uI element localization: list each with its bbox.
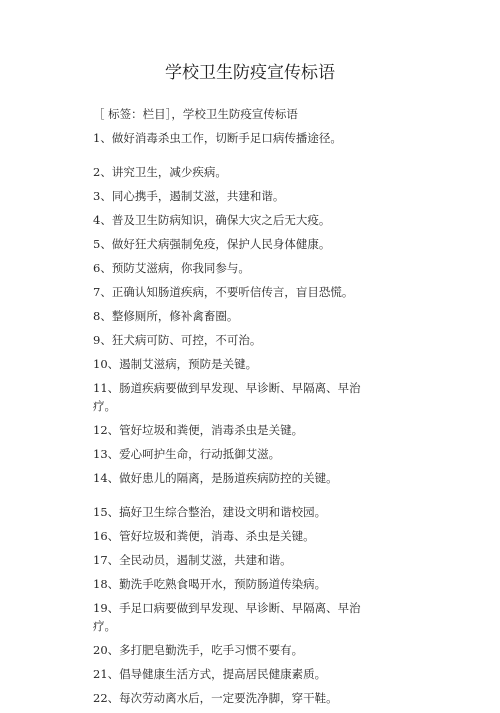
slogan-item: 13、爱心呵护生命，行动抵御艾滋。 [93,447,281,461]
slogan-item: 18、勤洗手吃熟食喝开水，预防肠道传染病。 [93,577,327,591]
slogan-item: 3、同心携手，遏制艾滋，共建和谐。 [93,189,285,203]
slogan-item: 4、普及卫生防病知识，确保大灾之后无大疫。 [93,213,331,227]
slogan-item: 5、做好狂犬病强制免疫，保护人民身体健康。 [93,237,331,251]
slogan-item: 17、全民动员，遏制艾滋，共建和谐。 [93,553,292,567]
slogan-item: 16、管好垃圾和粪便，消毒、杀虫是关键。 [93,529,315,543]
slogan-item: 14、做好患儿的隔离，是肠道疾病防控的关键。 [93,471,338,485]
slogan-item: 22、每次劳动离水后，一定要洗净脚，穿干鞋。 [93,691,338,705]
slogan-item: 10、遏制艾滋病，预防是关键。 [93,357,258,371]
slogan-item: 20、多打肥皂勤洗手，吃手习惯不要有。 [93,643,304,657]
slogan-item: 7、正确认知肠道疾病，不要听信传言，盲目恐慌。 [93,285,354,299]
document-body [93,105,363,713]
slogan-item: 9、狂犬病可防、可控，不可治。 [93,333,262,347]
slogan-item: 1、做好消毒杀虫工作，切断手足口病传播途径。 [93,131,342,145]
slogan-item: 19、手足口病要做到早发现、早诊断、早隔离、早治疗。 [93,601,361,633]
slogan-item: 15、搞好卫生综合整治，建设文明和谐校园。 [93,505,327,519]
intro-line: ［ 标签：栏目］，学校卫生防疫宣传标语 [93,107,298,121]
slogan-item: 21、倡导健康生活方式，提高居民健康素质。 [93,667,327,681]
slogan-item: 6、预防艾滋病，你我同参与。 [93,261,250,275]
slogan-item: 11、肠道疾病要做到早发现、早诊断、早隔离、早治疗。 [93,381,361,413]
slogan-item: 12、管好垃圾和粪便，消毒杀虫是关键。 [93,423,304,437]
document-title: 学校卫生防疫宣传标语 [165,63,335,83]
slogan-item: 8、整修厕所，修补禽畜圈。 [93,309,239,323]
slogan-item: 2、讲究卫生，减少疾病。 [93,165,227,179]
